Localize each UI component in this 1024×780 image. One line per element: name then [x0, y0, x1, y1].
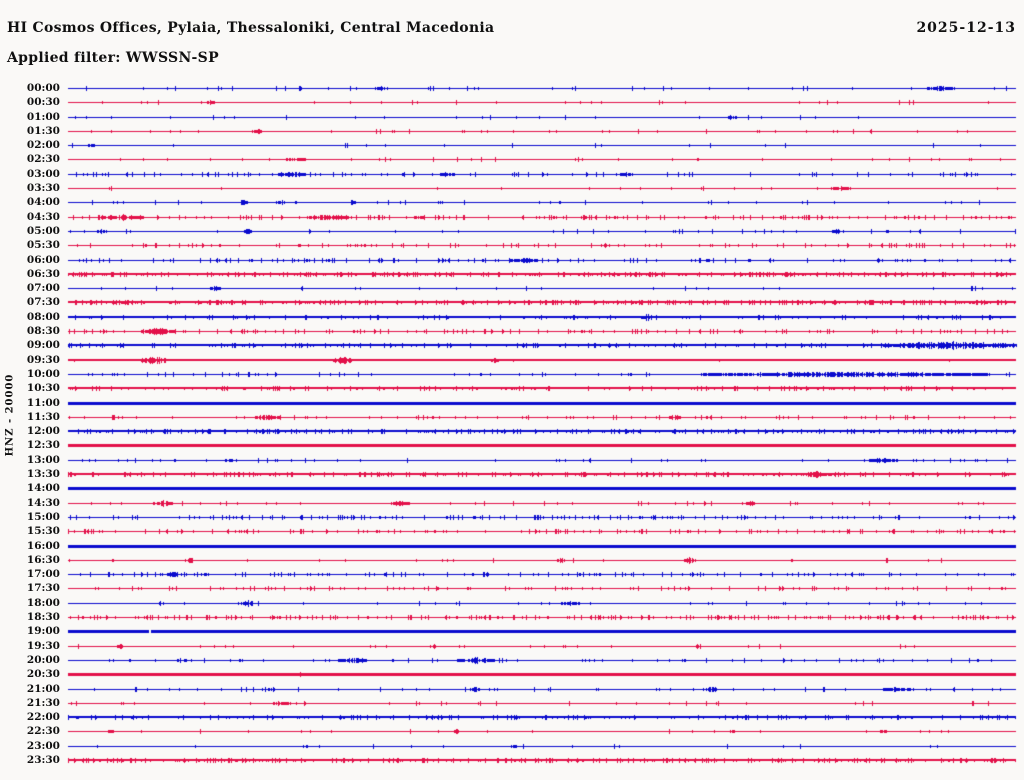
time-label: 06:30	[26, 267, 60, 280]
time-label: 12:00	[26, 425, 60, 438]
time-label: 07:30	[26, 296, 60, 309]
time-label: 04:30	[26, 210, 60, 223]
time-label: 02:30	[26, 153, 60, 166]
time-label: 16:30	[26, 553, 60, 566]
time-label: 20:30	[26, 668, 60, 681]
time-label: 01:30	[26, 124, 60, 137]
applied-filter-label: Applied filter: WWSSN-SP	[7, 50, 219, 66]
time-label: 15:30	[26, 525, 60, 538]
time-label: 08:00	[26, 310, 60, 323]
date-label: 2025-12-13	[916, 20, 1016, 36]
time-label: 13:00	[26, 453, 60, 466]
time-label: 15:00	[26, 510, 60, 523]
time-label: 11:30	[26, 410, 60, 423]
time-label: 06:00	[26, 253, 60, 266]
time-label: 02:00	[26, 139, 60, 152]
time-label: 23:30	[26, 754, 60, 766]
time-label: 04:00	[26, 196, 60, 209]
channel-scale-label: HNZ - 20000	[4, 373, 16, 457]
time-label: 10:00	[26, 367, 60, 380]
time-label: 19:30	[26, 639, 60, 652]
time-label: 09:00	[26, 339, 60, 352]
time-label: 21:30	[26, 696, 60, 709]
time-label: 07:00	[26, 282, 60, 295]
time-label: 22:30	[26, 725, 60, 738]
time-label: 05:00	[26, 224, 60, 237]
time-label: 19:00	[26, 625, 60, 638]
time-label: 18:30	[26, 611, 60, 624]
time-label: 14:30	[26, 496, 60, 509]
time-label: 17:30	[26, 582, 60, 595]
time-label: 01:00	[26, 110, 60, 123]
time-label: 03:30	[26, 182, 60, 195]
time-label: 05:30	[26, 239, 60, 252]
time-label: 21:00	[26, 682, 60, 695]
time-label: 12:30	[26, 439, 60, 452]
time-label: 03:00	[26, 167, 60, 180]
time-label: 00:30	[26, 96, 60, 109]
time-label: 08:30	[26, 325, 60, 338]
time-label: 20:00	[26, 653, 60, 666]
time-label: 13:30	[26, 468, 60, 481]
time-label: 17:00	[26, 568, 60, 581]
time-label: 14:00	[26, 482, 60, 495]
time-label: 11:00	[26, 396, 60, 409]
time-label: 18:00	[26, 596, 60, 609]
time-label: 00:00	[26, 82, 60, 94]
station-title: HI Cosmos Offices, Pylaia, Thessaloniki, Central Macedonia	[7, 20, 495, 36]
time-label: 22:00	[26, 711, 60, 724]
time-label: 16:00	[26, 539, 60, 552]
time-label: 23:00	[26, 739, 60, 752]
time-label: 10:30	[26, 382, 60, 395]
time-label: 09:30	[26, 353, 60, 366]
